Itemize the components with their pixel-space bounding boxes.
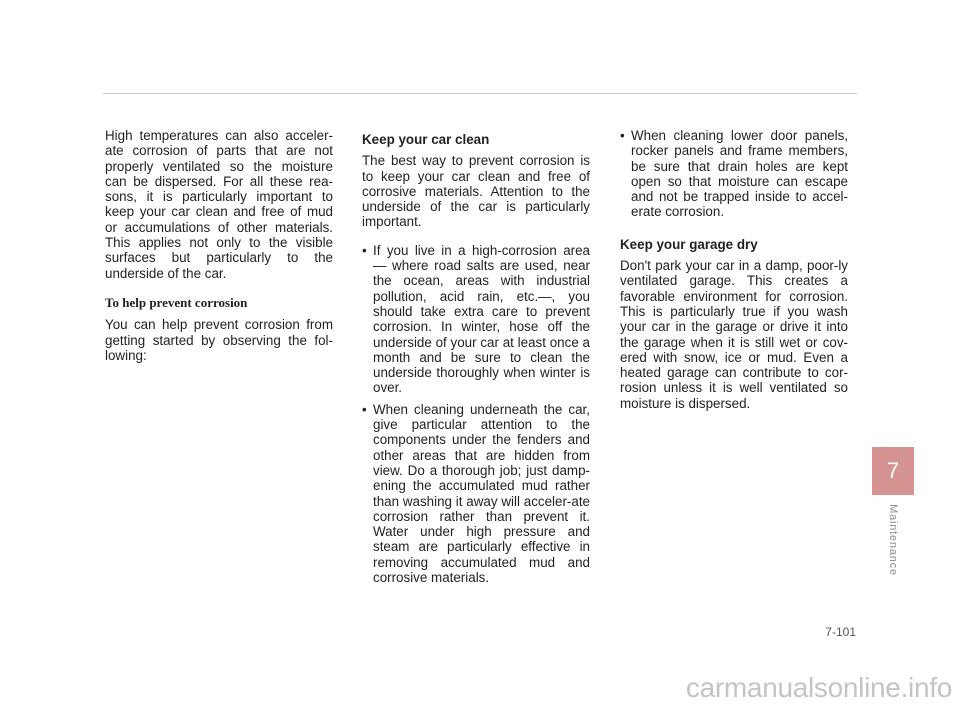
spacer (620, 220, 848, 233)
spacer (362, 230, 590, 243)
section-heading-garage-dry: Keep your garage dry (620, 236, 758, 252)
prevent-corrosion-paragraph: You can help prevent corrosion from getting started by observing the fol-lowing: (105, 317, 333, 363)
bullet-lower-door-panels: • When cleaning lower door panels, rocker panels and frame members, be sure that drain holes are kept open so that moisture can escape and not be trapped inside to accel-erate corrosion. (620, 128, 848, 220)
page-number: 7-101 (825, 625, 856, 639)
column-left (105, 128, 333, 363)
column-right (620, 128, 848, 411)
intro-paragraph: High temperatures can also acceler-ate corrosion of parts that are not properly ventilated so the moisture can be dispersed. For all these rea-sons, it is particularly important to keep your car clean and free of mud or accumulations of other materials. This applies not only to the visible surfaces but particularly to the underside of the car. (105, 128, 333, 281)
bullet-high-corrosion-area: • If you live in a high-corrosion area — where road salts are used, near the ocean, areas with industrial pollution, acid rain, etc.—, you should take extra care to prevent corrosion. In winter, hose off the underside of your car at least once a month and be sure to clean the underside thoroughly when winter is over. (362, 243, 590, 396)
watermark: carmanualsonline.info (685, 672, 952, 703)
section-heading-prevent-corrosion: To help prevent corrosion (105, 294, 248, 310)
chapter-number: 7 (886, 458, 900, 483)
section-heading-keep-car-clean: Keep your car clean (362, 132, 490, 147)
chapter-label: Maintenance (887, 504, 900, 576)
header-rule (103, 93, 857, 94)
chapter-tab (872, 447, 914, 495)
bullet-cleaning-underneath: • When cleaning underneath the car, give particular attention to the components under the fenders and other areas that are hidden from view. Do a thorough job; just damp-ening the accumulated mud rather than washing it away will acceler-ate corrosion rather than prevent it. Water under high pressure and steam are particularly effective in removing accumulated mud and corrosive materials. (362, 402, 590, 586)
chapter-label-container (872, 500, 914, 580)
garage-dry-paragraph: Don't park your car in a damp, poor-ly ventilated garage. This creates a favorable environment for corrosion. This is particularly true if you wash your car in the garage or drive it into the garage when it is still wet or cov-ered with snow, ice or mud. Even a heated garage can contribute to cor-rosion unless it is well ventilated so moisture is dispersed. (620, 258, 848, 411)
column-middle (362, 128, 590, 585)
keep-clean-paragraph: The best way to prevent corrosion is to keep your car clean and free of corrosive materials. Attention to the underside of the car is particularly important. (362, 153, 590, 230)
